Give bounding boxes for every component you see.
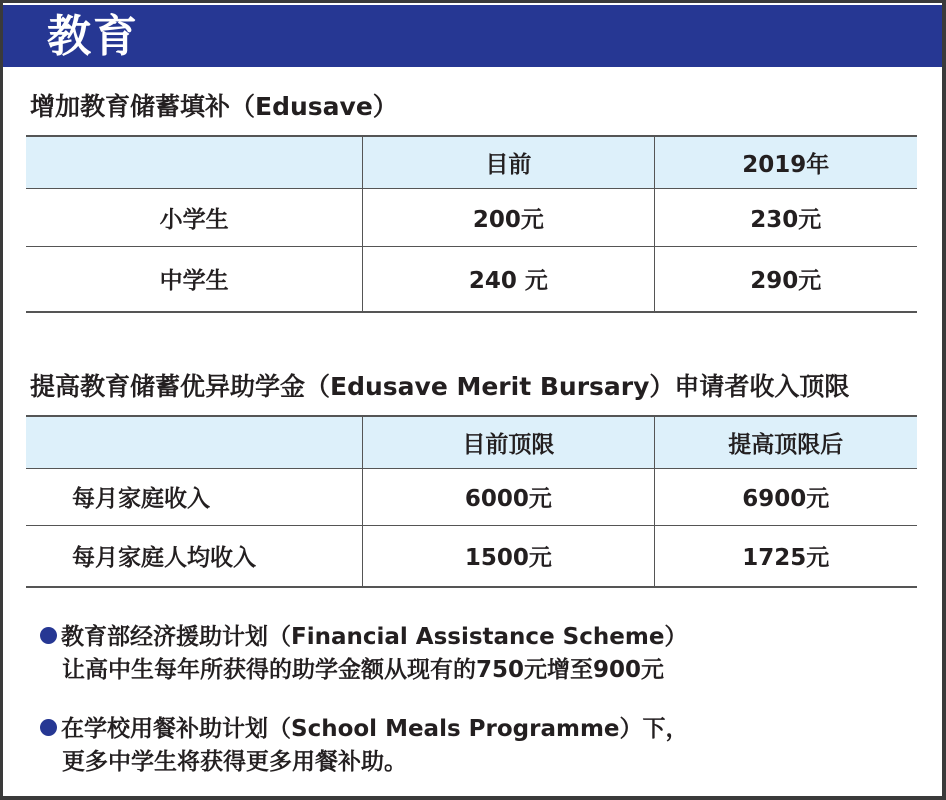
bullet-text: 在学校用餐补助计划（School Meals Programme）下， bbox=[61, 716, 689, 742]
row-label: 每月家庭人均收入 bbox=[26, 525, 363, 587]
bullet-dot-icon bbox=[40, 627, 57, 644]
cell-value: 6000元 bbox=[363, 468, 654, 525]
header-band bbox=[3, 5, 942, 67]
bullet-dot-icon bbox=[40, 719, 57, 736]
row-label: 中学生 bbox=[26, 246, 363, 312]
header-cell bbox=[26, 416, 363, 468]
cell-value: 240 元 bbox=[363, 246, 654, 312]
bullet-school-meals bbox=[40, 713, 689, 779]
cell-value: 1725元 bbox=[654, 525, 917, 587]
header-cell: 提高顶限后 bbox=[654, 416, 917, 468]
header-cell: 2019年 bbox=[654, 136, 917, 188]
section-title-edusave: 增加教育储蓄填补（Edusave） bbox=[30, 92, 398, 121]
header-cell bbox=[26, 136, 363, 188]
bullet-text: 让高中生每年所获得的助学金额从现有的750元增至900元 bbox=[62, 657, 665, 683]
cell-value: 200元 bbox=[363, 188, 654, 246]
row-label: 小学生 bbox=[26, 188, 363, 246]
table-header-row bbox=[26, 416, 917, 468]
section-title-merit-bursary: 提高教育储蓄优异助学金（Edusave Merit Bursary）申请者收入顶限 bbox=[30, 372, 850, 401]
cell-value: 230元 bbox=[654, 188, 917, 246]
bullet-financial-assistance bbox=[40, 621, 687, 687]
table-row bbox=[26, 246, 917, 312]
table-row bbox=[26, 468, 917, 525]
bullet-text: 更多中学生将获得更多用餐补助。 bbox=[62, 749, 407, 775]
header-cell: 目前顶限 bbox=[363, 416, 654, 468]
table-header-row bbox=[26, 136, 917, 188]
page-title: 教育 bbox=[47, 11, 139, 62]
cell-value: 6900元 bbox=[654, 468, 917, 525]
bullet-text: 教育部经济援助计划（Financial Assistance Scheme） bbox=[61, 624, 688, 650]
merit-bursary-table bbox=[26, 415, 917, 588]
cell-value: 290元 bbox=[654, 246, 917, 312]
row-label: 每月家庭收入 bbox=[26, 468, 363, 525]
edusave-table bbox=[26, 135, 917, 313]
table-row bbox=[26, 188, 917, 246]
table-row bbox=[26, 525, 917, 587]
cell-value: 1500元 bbox=[363, 525, 654, 587]
header-cell: 目前 bbox=[363, 136, 654, 188]
